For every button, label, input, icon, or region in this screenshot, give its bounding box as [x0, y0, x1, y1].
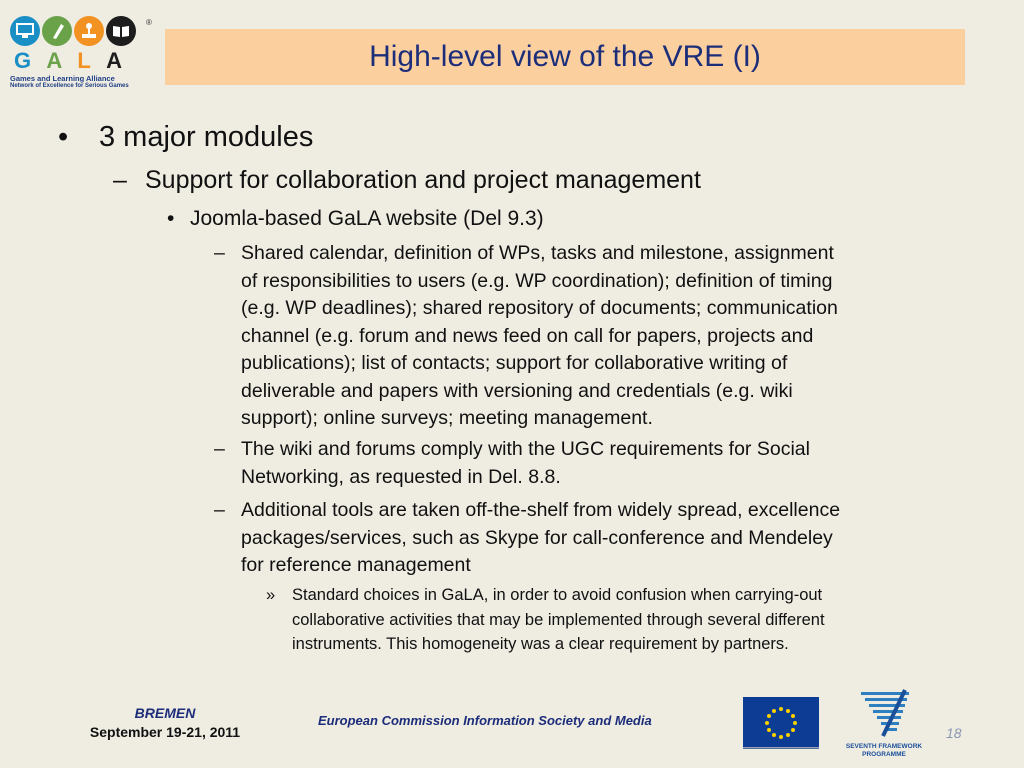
bullet-level3: Joomla-based GaLA website (Del 9.3): [190, 207, 544, 230]
bullet-marker: •: [167, 207, 175, 230]
page-number: 18: [946, 725, 962, 741]
book-icon: [106, 16, 136, 46]
text-line: Additional tools are taken off-the-shelf from widely spread, excellence: [241, 499, 841, 521]
bullet-level1: 3 major modules: [99, 121, 314, 153]
fp7-logo: [843, 688, 925, 756]
bullet-marker: –: [214, 438, 225, 460]
event-city: BREMEN: [134, 705, 196, 721]
logo-letter-l: L: [77, 48, 95, 73]
bullet-marker: –: [214, 499, 225, 521]
bullet-level5-standard-choices: [292, 583, 825, 657]
bullet-level4-wiki-forums: [241, 436, 810, 491]
text-line: instruments. This homogeneity was a clear requirement by partners.: [292, 635, 789, 653]
footer-organization: European Commission Information Society and Media: [318, 713, 652, 728]
fp7-line1: SEVENTH FRAMEWORK: [845, 743, 923, 750]
text-line: collaborative activities that may be implemented through several different: [292, 610, 825, 629]
registered-mark: ®: [146, 18, 152, 27]
eu-stars-icon: [743, 697, 819, 749]
fp7-line2: PROGRAMME: [862, 751, 906, 758]
bullet-marker: –: [214, 242, 225, 264]
eu-caption-icon: [743, 746, 819, 750]
logo-icons: [10, 16, 150, 46]
joystick-icon: [74, 16, 104, 46]
text-line: publications); list of contacts; support for collaborative writing of: [241, 352, 788, 374]
text-line: support); online surveys; meeting management.: [241, 407, 653, 429]
text-line: for reference management: [241, 554, 471, 576]
text-line: (e.g. WP deadlines); shared repository of documents; communication: [241, 297, 838, 319]
bullet-level4-shared-calendar: [241, 240, 838, 433]
text-line: channel (e.g. forum and news feed on call for papers, projects and: [241, 324, 814, 347]
title-banner: [165, 29, 965, 85]
footer-event: [40, 705, 290, 740]
logo-letter-a2: A: [106, 48, 126, 73]
bullet-level2: Support for collaboration and project management: [145, 166, 701, 194]
text-line: deliverable and papers with versioning and credentials (e.g. wiki: [241, 379, 793, 402]
text-line: Shared calendar, definition of WPs, tasks and milestone, assignment: [241, 242, 834, 264]
computer-icon: [10, 16, 40, 46]
logo-wordmark: [14, 50, 126, 72]
text-line: The wiki and forums comply with the UGC requirements for Social: [241, 438, 810, 460]
bullet-marker: –: [113, 166, 127, 194]
pen-icon: [42, 16, 72, 46]
text-line: packages/services, such as Skype for call-conference and Mendeley: [241, 526, 833, 549]
logo-letter-g: G: [14, 48, 36, 73]
fp7-seven-icon: [843, 688, 925, 738]
logo-letter-a: A: [46, 48, 67, 73]
gala-logo: [10, 16, 150, 104]
bullet-marker: •: [58, 121, 69, 153]
event-dates: September 19-21, 2011: [89, 724, 241, 740]
slide-title: High-level view of the VRE (I): [369, 40, 761, 73]
fp7-caption: [843, 743, 925, 759]
eu-flag-logo: [743, 697, 819, 749]
logo-subtitle: Games and Learning Alliance: [10, 74, 115, 83]
text-line: Networking, as requested in Del. 8.8.: [241, 465, 561, 488]
text-line: Standard choices in GaLA, in order to avoid confusion when carrying-out: [292, 586, 823, 604]
text-line: of responsibilities to users (e.g. WP coordination); definition of timing: [241, 269, 833, 292]
bullet-level4-additional-tools: [241, 497, 840, 580]
logo-tagline: Network of Excellence for Serious Games: [10, 83, 129, 89]
bullet-marker: »: [266, 586, 276, 604]
